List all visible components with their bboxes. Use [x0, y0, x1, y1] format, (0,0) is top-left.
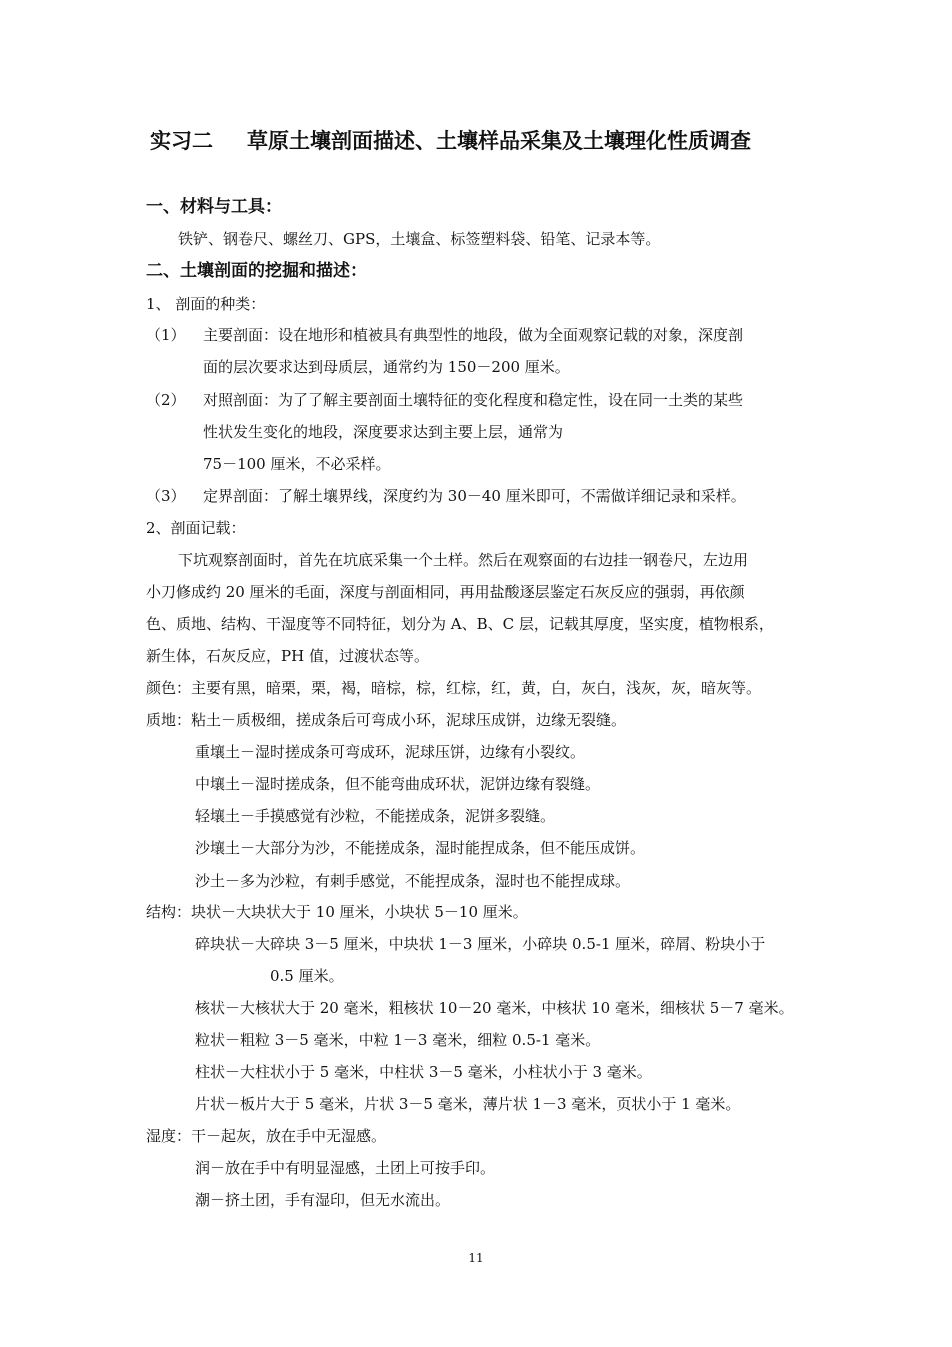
page-number: 11 [468, 1251, 484, 1265]
texture-line: 重壤土－湿时搓成条可弯成环，泥球压饼，边缘有小裂纹。 [195, 743, 586, 761]
title-part2: 草原土壤剖面描述、土壤样品采集及土壤理化性质调查 [247, 129, 751, 153]
section1-heading: 一、材料与工具： [146, 197, 282, 217]
item1-line1: 主要剖面：设在地形和植被具有典型性的地段，做为全面观察记载的对象，深度剖 [203, 326, 744, 344]
item3-line1: 定界剖面：了解土壤界线，深度约为 30－40 厘米即可，不需做详细记录和采样。 [203, 487, 746, 505]
section2-heading: 二、土壤剖面的挖掘和描述： [146, 261, 367, 281]
texture-line: 中壤土－湿时搓成条，但不能弯曲成环状，泥饼边缘有裂缝。 [195, 775, 601, 793]
paragraph-line: 色、质地、结构、干湿度等不同特征，划分为 A、B、C 层，记载其厚度，坚实度，植物根系， [146, 615, 774, 633]
title-part1: 实习二 [150, 129, 213, 153]
texture-line: 沙土－多为沙粒，有刺手感觉，不能捏成条，湿时也不能捏成球。 [195, 872, 631, 890]
page-title [150, 126, 810, 156]
item2-number: （2） [146, 391, 186, 409]
moisture-line: 润－放在手中有明显湿感，土团上可按手印。 [195, 1159, 496, 1177]
structure-line: 柱状－大柱状小于 5 毫米，中柱状 3－5 毫米，小柱状小于 3 毫米。 [195, 1063, 652, 1081]
item1-number: （1） [146, 326, 186, 344]
moisture-line: 潮－挤土团，手有湿印，但无水流出。 [195, 1191, 451, 1209]
tools-list: 铁铲、钢卷尺、螺丝刀、GPS，土壤盒、标签塑料袋、铅笔、记录本等。 [178, 230, 661, 248]
item2-line3: 75－100 厘米，不必采样。 [203, 455, 391, 473]
structure-line: 片状－板片大于 5 毫米，片状 3－5 毫米，薄片状 1－3 毫米，页状小于 1 毫米。 [195, 1095, 741, 1113]
texture-line: 沙壤土－大部分为沙，不能搓成条，湿时能捏成条，但不能压成饼。 [195, 839, 646, 857]
texture-line: 轻壤土－手摸感觉有沙粒，不能搓成条，泥饼多裂缝。 [195, 807, 556, 825]
structure-line: 结构：块状－大块状大于 10 厘米，小块状 5－10 厘米。 [146, 903, 528, 921]
item2-line1: 对照剖面：为了了解主要剖面土壤特征的变化程度和稳定性，设在同一土类的某些 [203, 391, 744, 409]
subheading-profile-record: 2、剖面记载： [146, 519, 246, 537]
texture-line: 质地：粘土－质极细，搓成条后可弯成小环，泥球压成饼，边缘无裂缝。 [146, 711, 627, 729]
item3-number: （3） [146, 487, 186, 505]
moisture-line: 湿度：干－起灰，放在手中无湿感。 [146, 1127, 387, 1145]
color-line: 颜色：主要有黑，暗栗，栗，褐，暗棕，棕，红棕，红，黄，白，灰白，浅灰，灰，暗灰等。 [146, 679, 762, 697]
item2-line2: 性状发生变化的地段，深度要求达到主要上层，通常为 [203, 423, 564, 441]
structure-line: 核状－大核状大于 20 毫米，粗核状 10－20 毫米，中核状 10 毫米，细核状 5－7 毫米。 [195, 999, 794, 1017]
structure-line: 碎块状－大碎块 3－5 厘米，中块状 1－3 厘米，小碎块 0.5-1 厘米，碎屑、粉块小于 [195, 935, 766, 953]
paragraph-line: 下坑观察剖面时，首先在坑底采集一个土样。然后在观察面的右边挂一钢卷尺，左边用 [178, 551, 749, 569]
structure-line: 0.5 厘米。 [270, 967, 344, 985]
item1-line2: 面的层次要求达到母质层，通常约为 150－200 厘米。 [203, 358, 570, 376]
paragraph-line: 新生体，石灰反应，PH 值，过渡状态等。 [146, 647, 429, 665]
structure-line: 粒状－粗粒 3－5 毫米，中粒 1－3 毫米，细粒 0.5-1 毫米。 [195, 1031, 601, 1049]
subheading-profile-types: 1、 剖面的种类： [146, 295, 266, 313]
paragraph-line: 小刀修成约 20 厘米的毛面，深度与剖面相同，再用盐酸逐层鉴定石灰反应的强弱，再依颜 [146, 583, 745, 601]
